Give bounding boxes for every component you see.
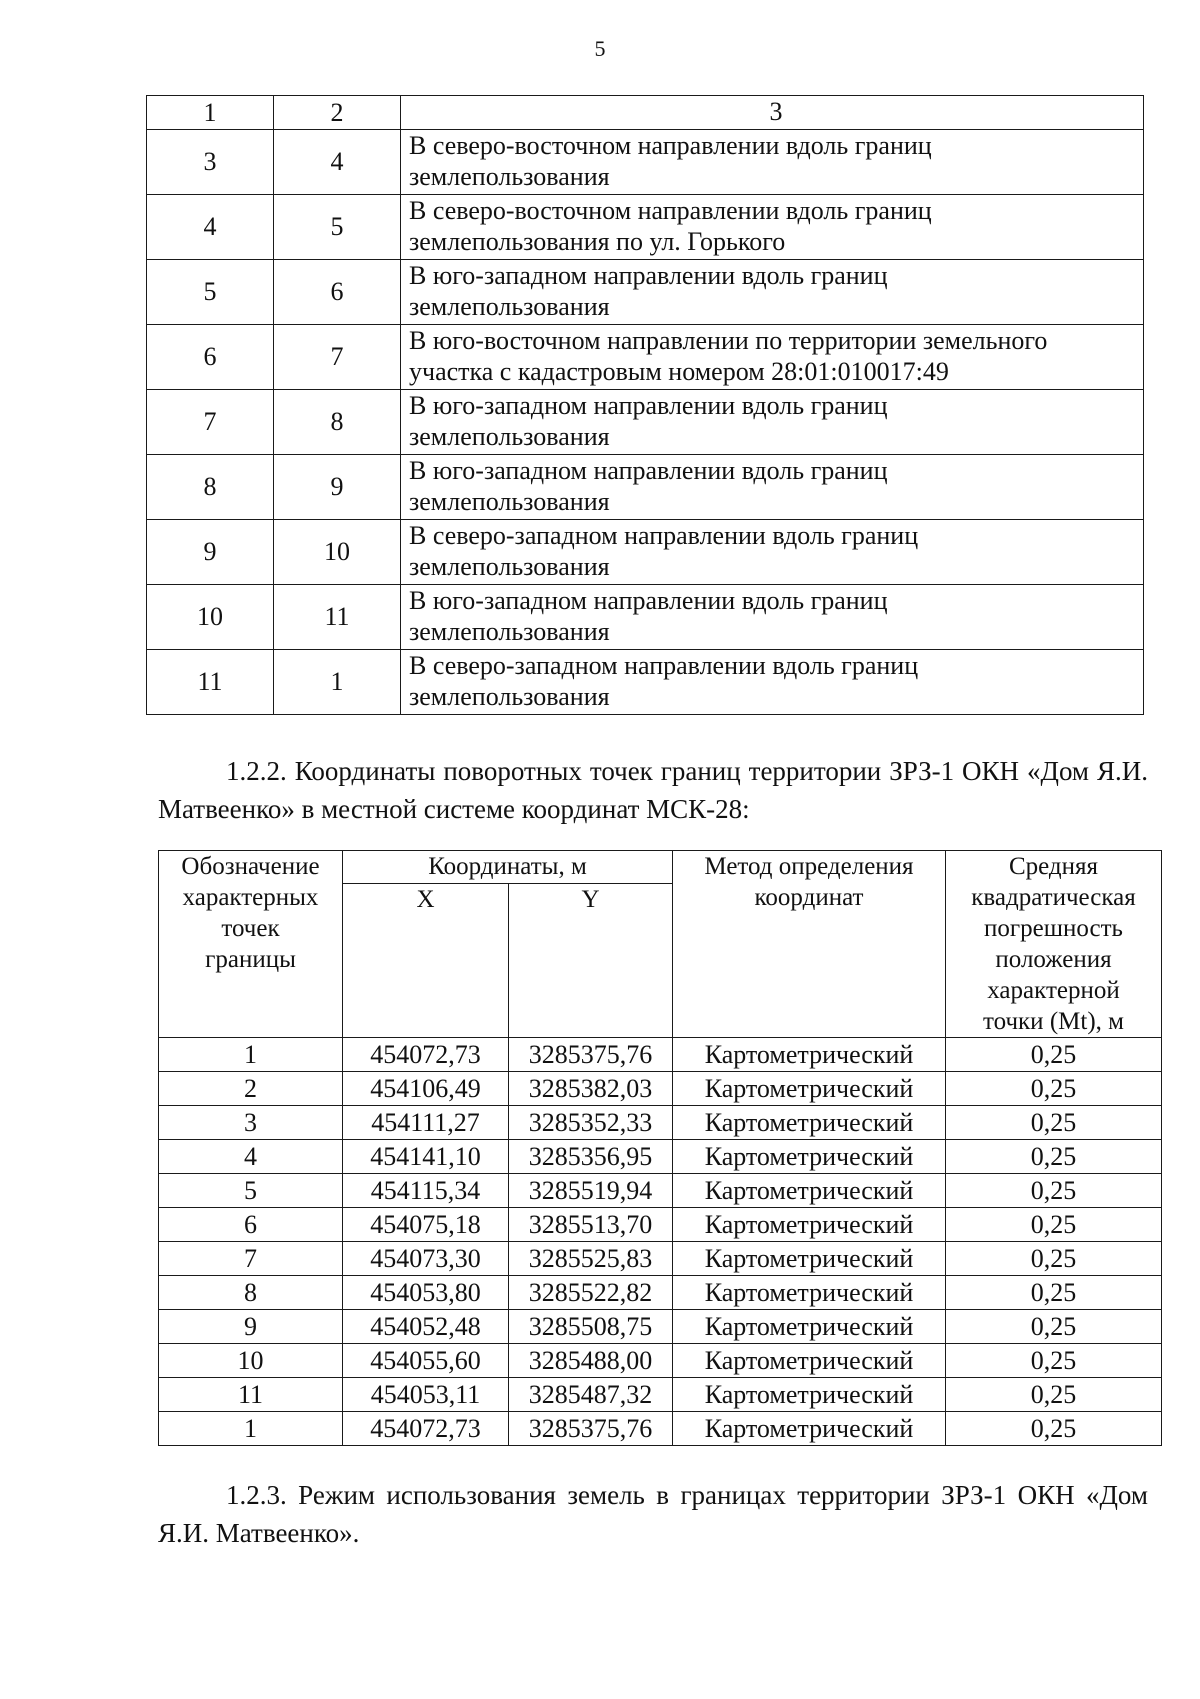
point-cell: 8 xyxy=(159,1276,343,1310)
to-point-cell: 4 xyxy=(274,130,401,195)
description-line: В юго-восточном направлении по территории земельного xyxy=(409,326,1048,355)
header-point-line: Обозначение xyxy=(181,853,320,880)
table-row xyxy=(147,260,1144,325)
point-cell: 7 xyxy=(159,1242,343,1276)
x-coordinate-cell: 454111,27 xyxy=(343,1106,509,1140)
to-point-cell: 1 xyxy=(274,650,401,715)
description-line: В северо-восточном направлении вдоль границ xyxy=(409,131,932,160)
y-coordinate-cell: 3285375,76 xyxy=(509,1412,673,1446)
method-cell: Картометрический xyxy=(673,1072,946,1106)
y-coordinate-cell: 3285513,70 xyxy=(509,1208,673,1242)
table-row xyxy=(147,130,1144,195)
table-row xyxy=(159,1174,1162,1208)
method-cell: Картометрический xyxy=(673,1106,946,1140)
point-cell: 5 xyxy=(159,1174,343,1208)
error-cell: 0,25 xyxy=(946,1106,1162,1140)
boundary-segments-table xyxy=(146,95,1144,715)
header-method-line: Метод определения xyxy=(704,853,914,880)
description-line: В юго-западном направлении вдоль границ xyxy=(409,391,888,420)
description-line: землепользования xyxy=(409,162,610,191)
section-1-2-3-paragraph: 1.2.3. Режим использования земель в границах территории ЗРЗ-1 ОКН «Дом Я.И. Матвеенко». xyxy=(158,1480,1148,1548)
table-row xyxy=(159,1412,1162,1446)
description-cell xyxy=(401,520,1144,585)
method-cell: Картометрический xyxy=(673,1412,946,1446)
description-cell xyxy=(401,585,1144,650)
to-point-cell: 6 xyxy=(274,260,401,325)
error-cell: 0,25 xyxy=(946,1344,1162,1378)
description-line: землепользования xyxy=(409,422,610,451)
header-point-line: характерных xyxy=(182,884,319,911)
point-cell: 9 xyxy=(159,1310,343,1344)
y-coordinate-cell: 3285352,33 xyxy=(509,1106,673,1140)
description-line: В юго-западном направлении вдоль границ xyxy=(409,456,888,485)
method-cell: Картометрический xyxy=(673,1208,946,1242)
error-cell: 0,25 xyxy=(946,1310,1162,1344)
error-cell: 0,25 xyxy=(946,1378,1162,1412)
from-point-cell: 3 xyxy=(147,130,274,195)
header-method-line: координат xyxy=(754,884,864,911)
method-cell: Картометрический xyxy=(673,1276,946,1310)
description-line: землепользования xyxy=(409,487,610,516)
table-row xyxy=(159,1378,1162,1412)
point-cell: 4 xyxy=(159,1140,343,1174)
error-cell: 0,25 xyxy=(946,1276,1162,1310)
from-point-cell: 6 xyxy=(147,325,274,390)
description-line: В юго-западном направлении вдоль границ xyxy=(409,586,888,615)
description-line: В юго-западном направлении вдоль границ xyxy=(409,261,888,290)
error-cell: 0,25 xyxy=(946,1072,1162,1106)
point-cell: 1 xyxy=(159,1038,343,1072)
to-point-cell: 7 xyxy=(274,325,401,390)
table-row xyxy=(159,1072,1162,1106)
method-cell: Картометрический xyxy=(673,1038,946,1072)
method-cell: Картометрический xyxy=(673,1174,946,1208)
to-point-cell: 9 xyxy=(274,455,401,520)
header-coordinates-cell: Координаты, м xyxy=(343,851,673,884)
method-cell: Картометрический xyxy=(673,1344,946,1378)
point-cell: 2 xyxy=(159,1072,343,1106)
description-line: землепользования xyxy=(409,617,610,646)
description-cell xyxy=(401,390,1144,455)
header-cell: 1 xyxy=(147,96,274,130)
description-cell xyxy=(401,455,1144,520)
table-row xyxy=(147,195,1144,260)
description-line: землепользования по ул. Горького xyxy=(409,227,786,256)
header-y-cell: Y xyxy=(509,883,673,1037)
table-row xyxy=(147,585,1144,650)
table-row xyxy=(159,1106,1162,1140)
table-row xyxy=(147,455,1144,520)
x-coordinate-cell: 454115,34 xyxy=(343,1174,509,1208)
description-line: землепользования xyxy=(409,552,610,581)
header-error-line: положения xyxy=(995,946,1112,973)
to-point-cell: 11 xyxy=(274,585,401,650)
table-row xyxy=(159,1276,1162,1310)
header-error-line: характерной xyxy=(987,977,1120,1004)
description-line: участка с кадастровым номером 28:01:010017:49 xyxy=(409,357,949,386)
from-point-cell: 5 xyxy=(147,260,274,325)
method-cell: Картометрический xyxy=(673,1378,946,1412)
error-cell: 0,25 xyxy=(946,1140,1162,1174)
to-point-cell: 8 xyxy=(274,390,401,455)
point-cell: 1 xyxy=(159,1412,343,1446)
y-coordinate-cell: 3285519,94 xyxy=(509,1174,673,1208)
header-error-line: погрешность xyxy=(984,915,1123,942)
table-row xyxy=(147,520,1144,585)
header-point-line: границы xyxy=(205,946,296,973)
table-row xyxy=(159,1140,1162,1174)
table-row xyxy=(159,1344,1162,1378)
table-row xyxy=(147,390,1144,455)
description-line: землепользования xyxy=(409,292,610,321)
error-cell: 0,25 xyxy=(946,1412,1162,1446)
error-cell: 0,25 xyxy=(946,1208,1162,1242)
x-coordinate-cell: 454141,10 xyxy=(343,1140,509,1174)
from-point-cell: 4 xyxy=(147,195,274,260)
y-coordinate-cell: 3285508,75 xyxy=(509,1310,673,1344)
y-coordinate-cell: 3285522,82 xyxy=(509,1276,673,1310)
from-point-cell: 11 xyxy=(147,650,274,715)
header-cell: 3 xyxy=(401,96,1144,130)
table-row xyxy=(159,1038,1162,1072)
point-cell: 11 xyxy=(159,1378,343,1412)
method-cell: Картометрический xyxy=(673,1242,946,1276)
x-coordinate-cell: 454053,11 xyxy=(343,1378,509,1412)
from-point-cell: 10 xyxy=(147,585,274,650)
y-coordinate-cell: 3285488,00 xyxy=(509,1344,673,1378)
table-row xyxy=(159,1242,1162,1276)
header-error-line: Средняя xyxy=(1008,853,1099,880)
page-number: 5 xyxy=(594,36,606,61)
table-row xyxy=(159,1208,1162,1242)
from-point-cell: 9 xyxy=(147,520,274,585)
x-coordinate-cell: 454052,48 xyxy=(343,1310,509,1344)
x-coordinate-cell: 454072,73 xyxy=(343,1038,509,1072)
x-coordinate-cell: 454106,49 xyxy=(343,1072,509,1106)
x-coordinate-cell: 454072,73 xyxy=(343,1412,509,1446)
table-header-row xyxy=(159,851,1162,884)
header-point-cell xyxy=(159,851,343,1038)
x-coordinate-cell: 454055,60 xyxy=(343,1344,509,1378)
x-coordinate-cell: 454075,18 xyxy=(343,1208,509,1242)
description-cell xyxy=(401,650,1144,715)
table-row xyxy=(159,1310,1162,1344)
error-cell: 0,25 xyxy=(946,1174,1162,1208)
error-cell: 0,25 xyxy=(946,1242,1162,1276)
y-coordinate-cell: 3285356,95 xyxy=(509,1140,673,1174)
description-line: В северо-западном направлении вдоль границ xyxy=(409,651,919,680)
point-cell: 3 xyxy=(159,1106,343,1140)
description-cell xyxy=(401,325,1144,390)
y-coordinate-cell: 3285525,83 xyxy=(509,1242,673,1276)
header-point-line: точек xyxy=(221,915,280,942)
from-point-cell: 8 xyxy=(147,455,274,520)
header-method-cell xyxy=(673,851,946,1038)
description-line: В северо-восточном направлении вдоль границ xyxy=(409,196,932,225)
x-coordinate-cell: 454073,30 xyxy=(343,1242,509,1276)
error-cell: 0,25 xyxy=(946,1038,1162,1072)
y-coordinate-cell: 3285375,76 xyxy=(509,1038,673,1072)
header-cell: 2 xyxy=(274,96,401,130)
description-cell xyxy=(401,260,1144,325)
table-row xyxy=(147,650,1144,715)
point-cell: 10 xyxy=(159,1344,343,1378)
from-point-cell: 7 xyxy=(147,390,274,455)
header-error-line: точки (Mt), м xyxy=(983,1008,1124,1035)
y-coordinate-cell: 3285382,03 xyxy=(509,1072,673,1106)
y-coordinate-cell: 3285487,32 xyxy=(509,1378,673,1412)
method-cell: Картометрический xyxy=(673,1140,946,1174)
point-cell: 6 xyxy=(159,1208,343,1242)
description-cell xyxy=(401,130,1144,195)
header-x-cell: X xyxy=(343,883,509,1037)
header-error-cell xyxy=(946,851,1162,1038)
table-header-row xyxy=(147,96,1144,130)
header-error-line: квадратическая xyxy=(971,884,1136,911)
section-1-2-2-paragraph: 1.2.2. Координаты поворотных точек границ территории ЗРЗ-1 ОКН «Дом Я.И. Матвеенко» в местной системе координат МСК-28: xyxy=(158,756,1148,824)
description-line: землепользования xyxy=(409,682,610,711)
table-row xyxy=(147,325,1144,390)
description-cell xyxy=(401,195,1144,260)
to-point-cell: 10 xyxy=(274,520,401,585)
method-cell: Картометрический xyxy=(673,1310,946,1344)
x-coordinate-cell: 454053,80 xyxy=(343,1276,509,1310)
to-point-cell: 5 xyxy=(274,195,401,260)
coordinates-table xyxy=(158,850,1162,1446)
description-line: В северо-западном направлении вдоль границ xyxy=(409,521,919,550)
